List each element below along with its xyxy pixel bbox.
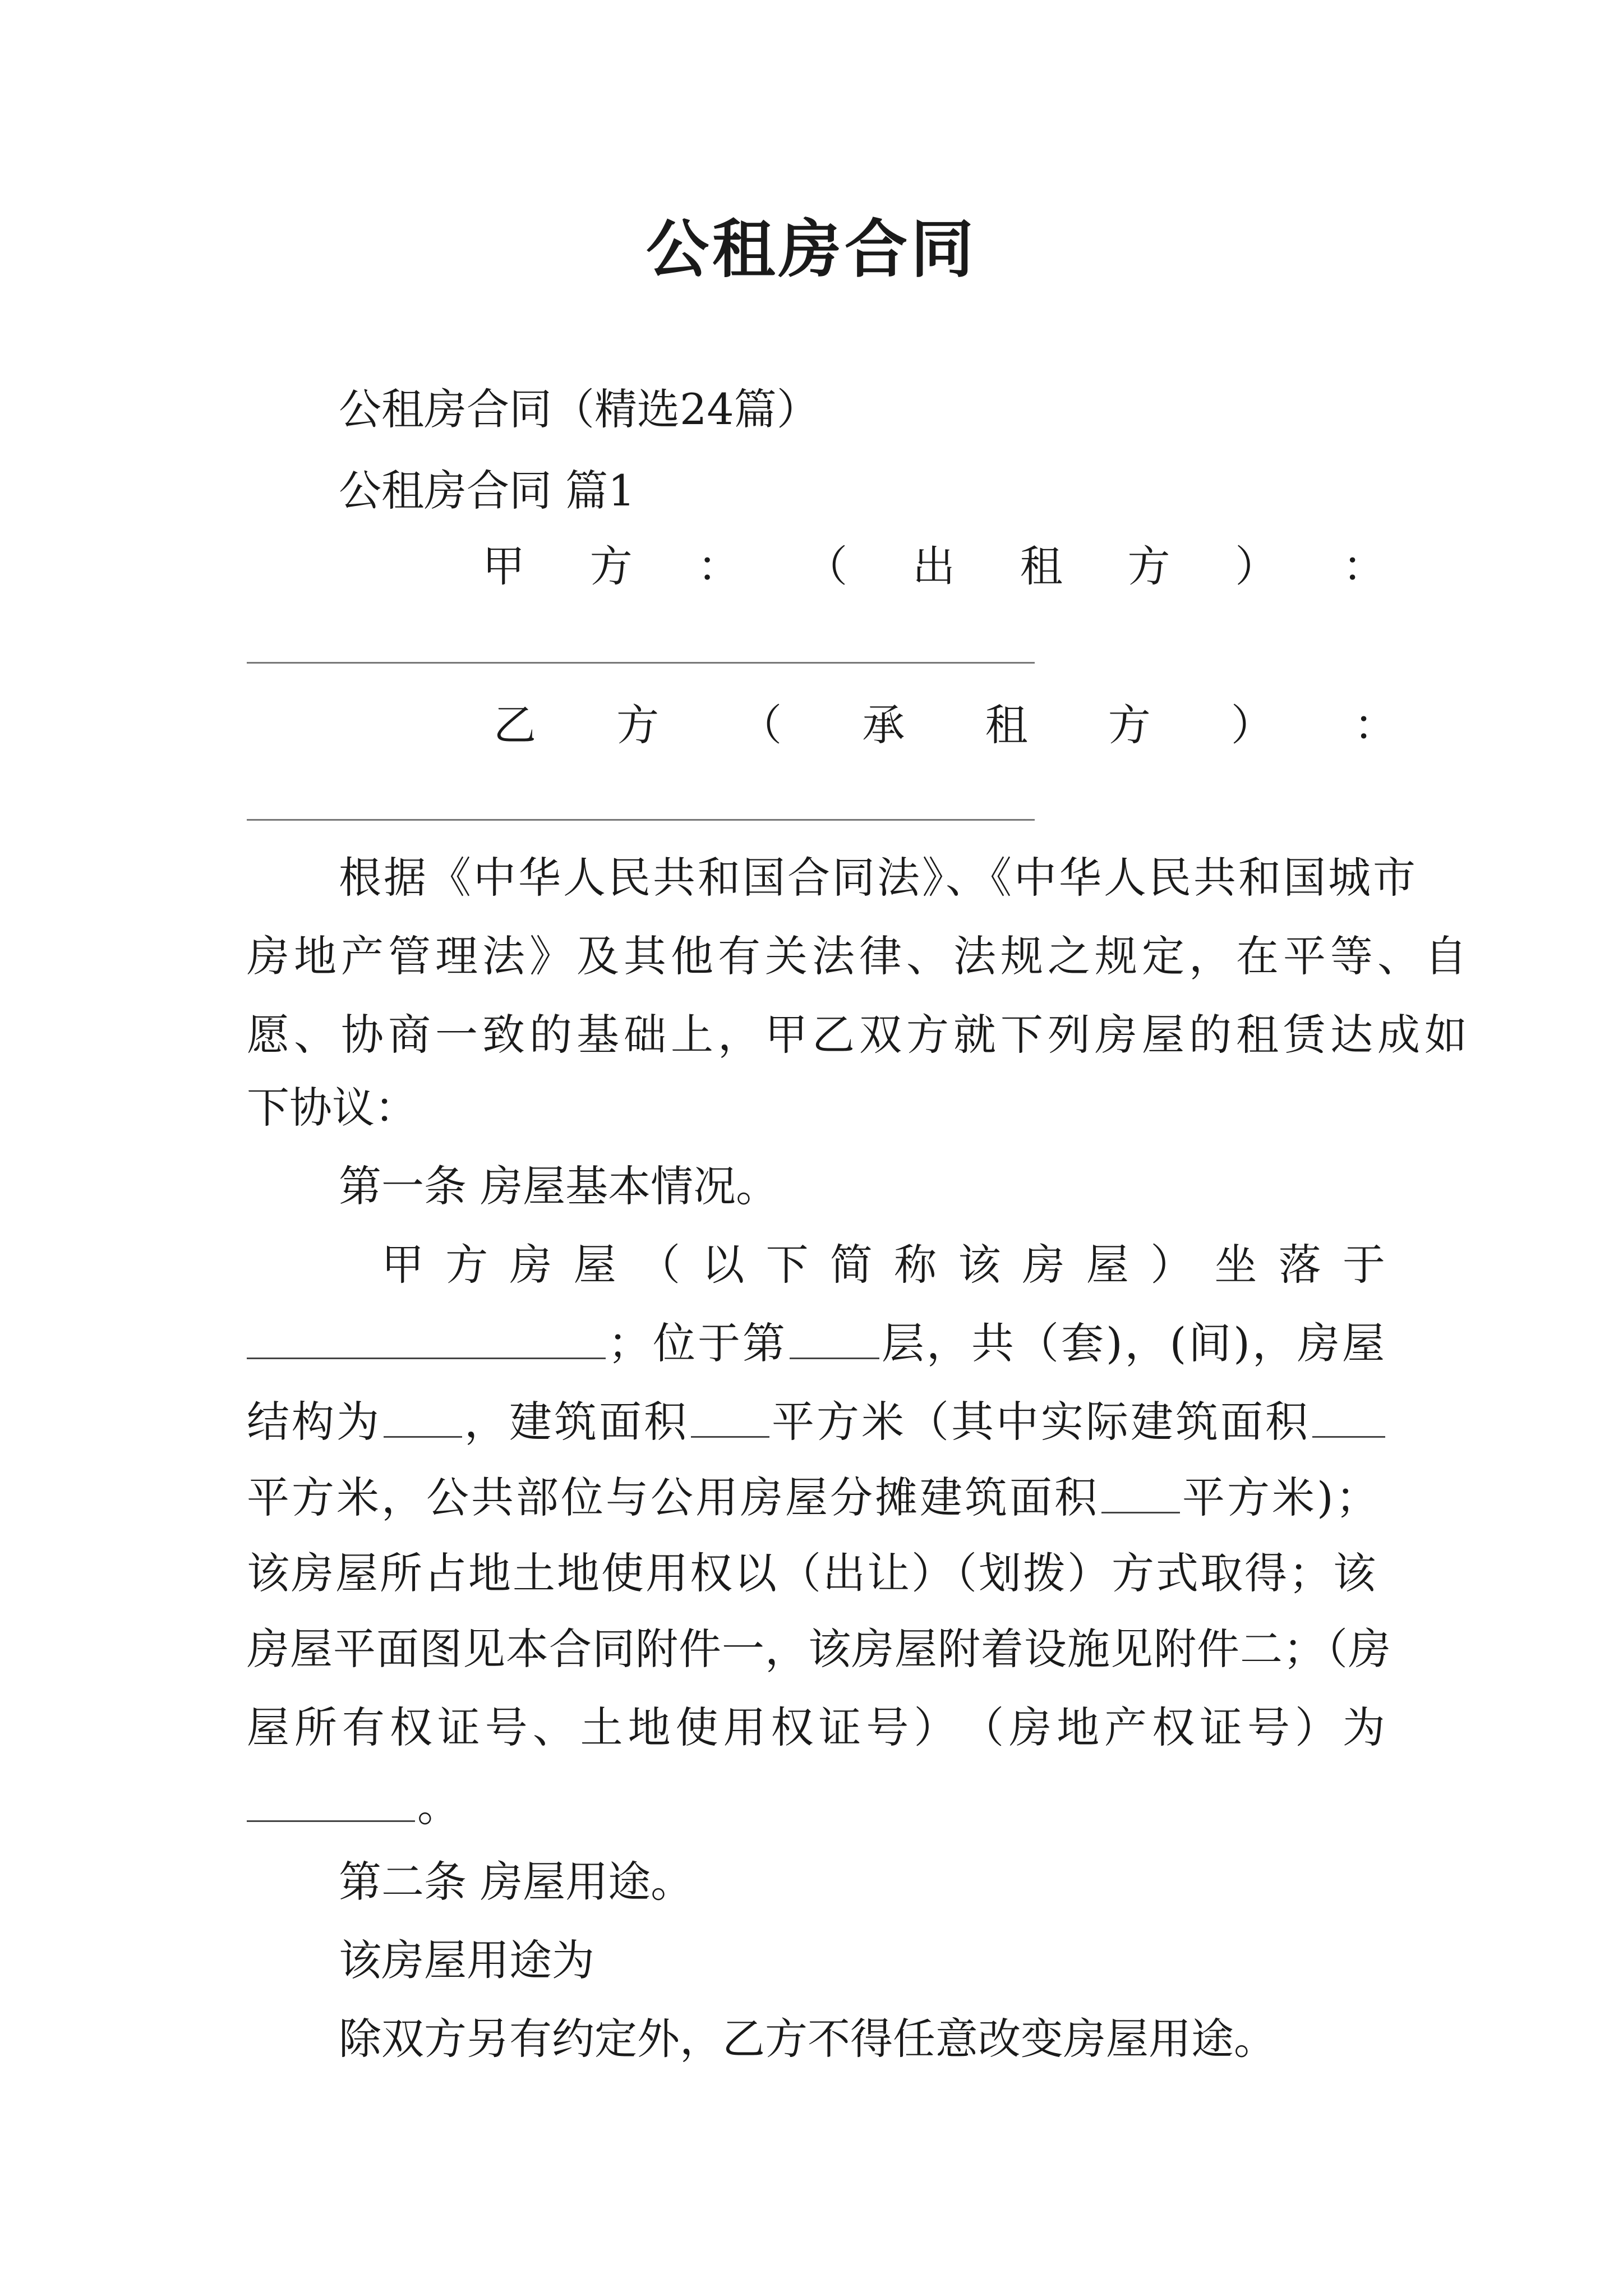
a1-l7-char: 、 xyxy=(532,1703,575,1752)
a1-l4-text-a: 平方米，公共部位与公用房屋分摊建筑面积 xyxy=(247,1473,1099,1522)
location-blank[interactable] xyxy=(247,1313,606,1359)
party-a-line xyxy=(482,536,1385,597)
party-b-char: 乙 xyxy=(494,700,536,750)
a1-l7-char: 屋 xyxy=(247,1703,289,1752)
a1-l7-char: 证 xyxy=(437,1703,480,1752)
party-b-char: 方 xyxy=(616,700,660,750)
party-a-char: 方 xyxy=(1127,541,1170,591)
a1-l7-char: 证 xyxy=(1200,1703,1243,1752)
a1-l7-char: 为 xyxy=(1342,1703,1385,1752)
a1-char: （ xyxy=(638,1240,681,1290)
article-1-line-4 xyxy=(247,1467,1385,1529)
party-b-blank-line xyxy=(247,819,1035,821)
a1-l7-char: 有 xyxy=(342,1703,385,1752)
a1-char: 以 xyxy=(702,1240,745,1290)
article-2-title: 第二条 房屋用途。 xyxy=(339,1857,694,1907)
a1-l7-char: 使 xyxy=(675,1703,718,1752)
article-1-line-8 xyxy=(247,1775,1385,1837)
a1-char: 房 xyxy=(1022,1240,1065,1290)
a1-char: 屋 xyxy=(573,1240,616,1290)
structure-blank[interactable] xyxy=(384,1391,462,1438)
party-a-char: ： xyxy=(1343,541,1385,591)
party-a-char: 甲 xyxy=(482,541,525,591)
a1-l7-char: 权 xyxy=(389,1703,432,1752)
document-title: 公租房合同 xyxy=(646,213,977,286)
a1-l3-text-c: 平方米（其中实际建筑面积 xyxy=(772,1397,1310,1447)
a1-l7-char: 权 xyxy=(1152,1703,1195,1752)
floor-blank[interactable] xyxy=(790,1313,879,1359)
intro-line: 根据《中华人民共和国合同法》、《中华人民共和国城市 xyxy=(339,853,1418,903)
actual-area-blank[interactable] xyxy=(1312,1391,1385,1438)
a1-l7-char: 产 xyxy=(1104,1703,1147,1752)
section-heading: 公租房合同 篇1 xyxy=(339,466,635,516)
party-b-char: 租 xyxy=(985,700,1028,750)
certificate-number-blank[interactable] xyxy=(247,1775,415,1822)
party-b-char: 承 xyxy=(862,700,905,750)
article-1-title: 第一条 房屋基本情况。 xyxy=(339,1161,779,1211)
article-1-line-5: 该房屋所占地土地使用权以（出让）（划拨）方式取得；该 xyxy=(247,1548,1377,1598)
a1-l7-char: 地 xyxy=(628,1703,671,1752)
a1-char: 落 xyxy=(1278,1240,1321,1290)
a1-l7-char: 证 xyxy=(818,1703,861,1752)
article-1-line-6: 房屋平面图见本合同附件一，该房屋附着设施见附件二；（房 xyxy=(247,1624,1391,1674)
a1-l7-char: ） xyxy=(914,1703,957,1752)
a1-l7-char: 号 xyxy=(1247,1703,1290,1752)
party-a-char: 方 xyxy=(589,541,633,591)
a1-char: 下 xyxy=(766,1240,809,1290)
party-a-char: ） xyxy=(1235,541,1278,591)
a1-l7-char: 房 xyxy=(1009,1703,1052,1752)
party-a-char: （ xyxy=(805,541,848,591)
a1-l7-char: 所 xyxy=(294,1703,337,1752)
party-a-char: 租 xyxy=(1020,541,1063,591)
party-b-char: ） xyxy=(1230,700,1274,750)
party-b-char: 方 xyxy=(1108,700,1151,750)
a1-l7-char: 用 xyxy=(723,1703,766,1752)
intro-line: 房地产管理法》及其他有关法律、法规之规定，在平等、自 xyxy=(247,931,1472,981)
a1-l3-text-a: 结构为 xyxy=(247,1397,381,1447)
a1-l3-text-b: ，建筑面积 xyxy=(464,1397,689,1447)
shared-area-blank[interactable] xyxy=(1101,1467,1180,1513)
article-1-line-1 xyxy=(381,1234,1385,1296)
article-1-line-2 xyxy=(247,1313,1385,1374)
a1-char: 屋 xyxy=(1086,1240,1129,1290)
party-a-char: 出 xyxy=(912,541,955,591)
a1-char: 称 xyxy=(894,1240,937,1290)
a1-l7-char: ） xyxy=(1294,1703,1338,1752)
party-a-char: ： xyxy=(697,541,740,591)
intro-line: 下协议： xyxy=(247,1083,417,1133)
party-b-char: （ xyxy=(739,700,782,750)
a1-char: ） xyxy=(1150,1240,1193,1290)
a1-char: 方 xyxy=(445,1240,488,1290)
a1-char: 于 xyxy=(1342,1240,1385,1290)
subtitle: 公租房合同（精选24篇） xyxy=(339,384,819,434)
a1-char: 甲 xyxy=(381,1240,424,1290)
a1-l7-char: （ xyxy=(961,1703,1004,1752)
a1-char: 坐 xyxy=(1214,1240,1257,1290)
a1-char: 房 xyxy=(509,1240,552,1290)
a1-char: 该 xyxy=(958,1240,1001,1290)
party-b-char: ： xyxy=(1353,700,1396,750)
a1-l7-char: 土 xyxy=(580,1703,623,1752)
a1-l7-char: 地 xyxy=(1057,1703,1100,1752)
article-1-line-7 xyxy=(247,1697,1385,1759)
article-2-line-2: 除双方另有约定外，乙方不得任意改变房屋用途。 xyxy=(339,2014,1276,2064)
area-blank[interactable] xyxy=(691,1391,769,1438)
intro-line: 愿、协商一致的基础上，甲乙双方就下列房屋的租赁达成如 xyxy=(247,1010,1472,1060)
a1-l4-text-b: 平方米)； xyxy=(1182,1473,1381,1522)
a1-l2-text-b: 层，共（套)，(间)，房屋 xyxy=(882,1318,1387,1368)
a1-l8-period: 。 xyxy=(417,1781,460,1831)
a1-l2-text-a: ；位于第 xyxy=(608,1318,787,1368)
a1-l7-char: 号 xyxy=(485,1703,528,1752)
party-b-line xyxy=(494,694,1396,756)
article-1-line-3 xyxy=(247,1391,1385,1453)
a1-l7-char: 号 xyxy=(866,1703,909,1752)
a1-char: 简 xyxy=(829,1240,873,1290)
a1-l7-char: 权 xyxy=(771,1703,814,1752)
party-a-blank-line xyxy=(247,662,1035,664)
article-2-line-1: 该房屋用途为 xyxy=(339,1935,594,1985)
